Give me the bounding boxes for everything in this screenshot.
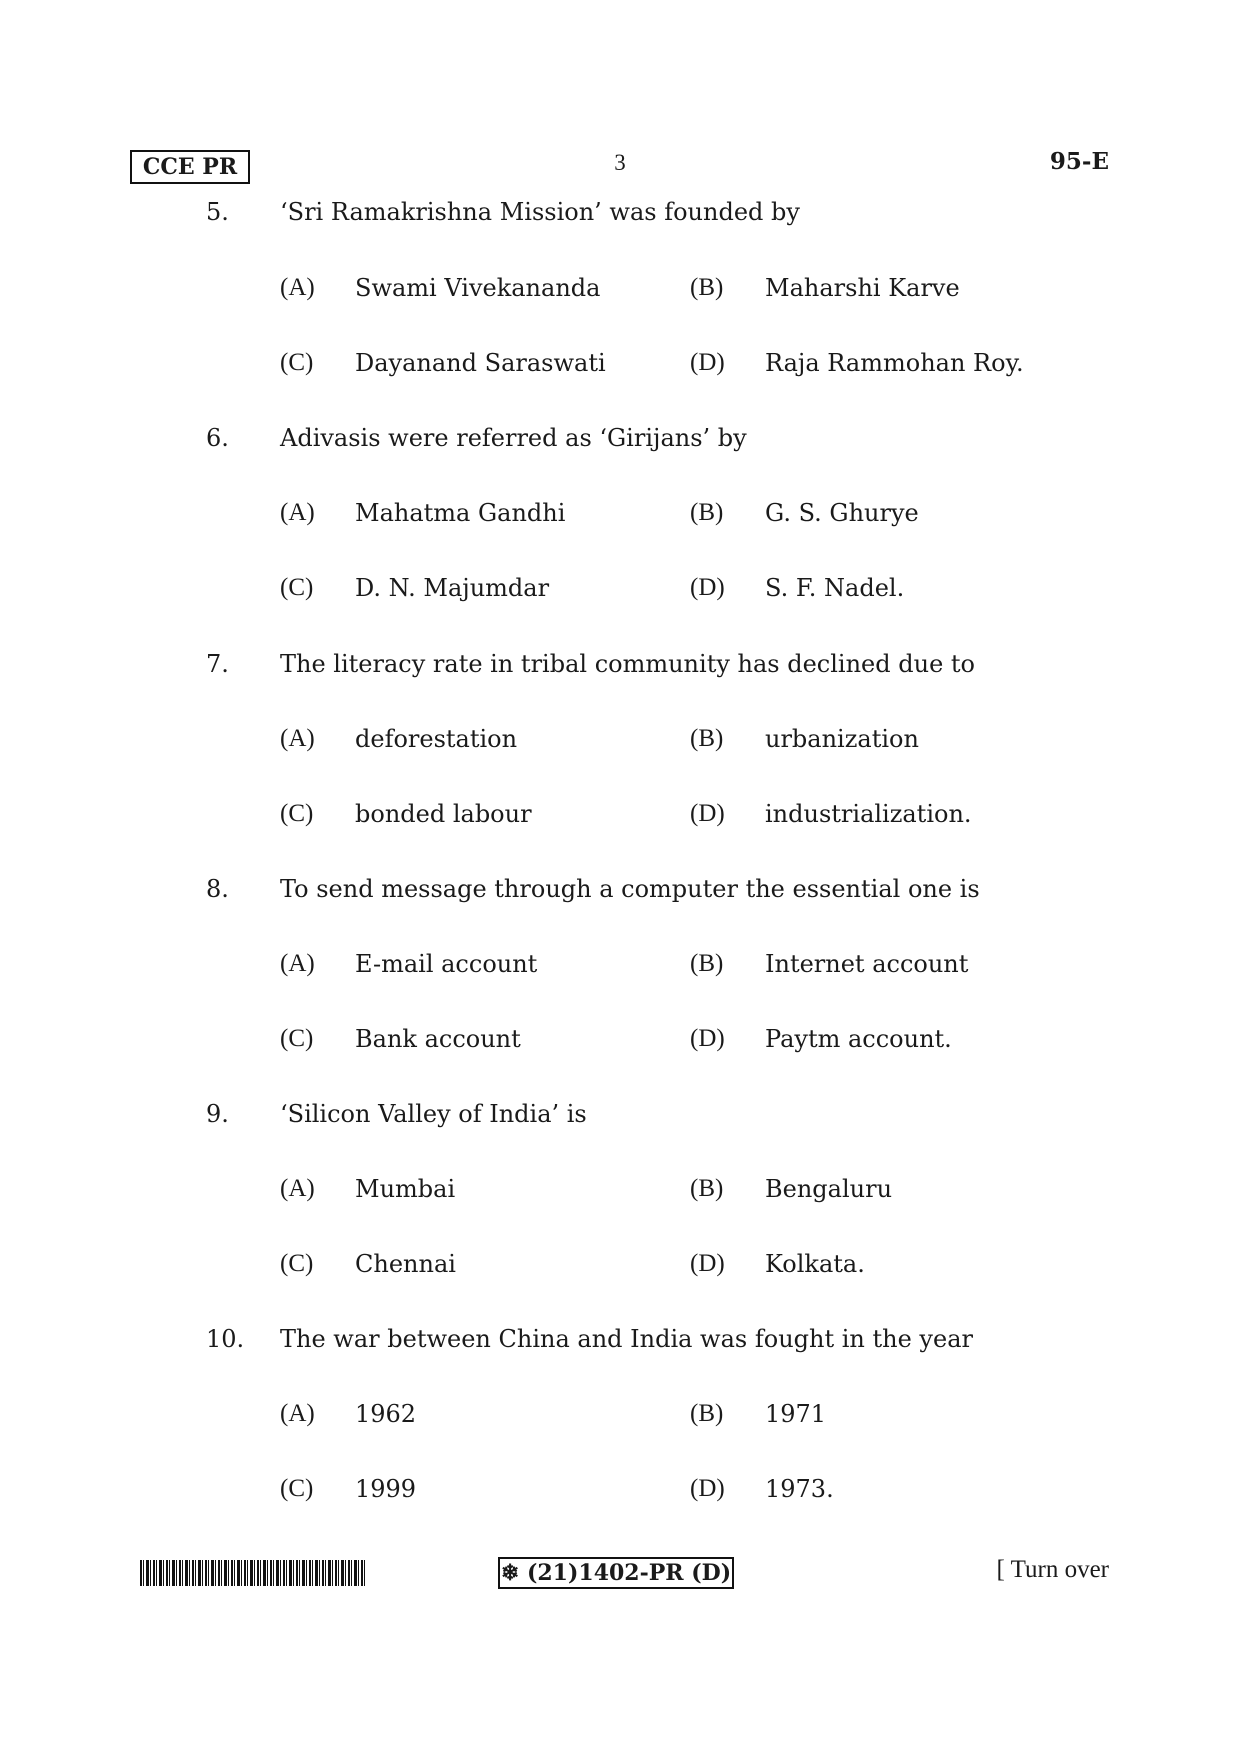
options-row bbox=[0, 1023, 1241, 1063]
question-number: 8. bbox=[206, 875, 229, 903]
question-number: 7. bbox=[206, 650, 229, 678]
option-label: (B) bbox=[690, 950, 724, 977]
question-number: 6. bbox=[206, 424, 229, 452]
option-label: (D) bbox=[690, 574, 725, 601]
options-row bbox=[0, 347, 1241, 387]
question-text: The war between China and India was fought in the year bbox=[280, 1325, 973, 1353]
option-text: urbanization bbox=[765, 725, 919, 753]
question-5 bbox=[0, 196, 1241, 236]
option-text: Internet account bbox=[765, 950, 969, 978]
option-text: 1999 bbox=[355, 1475, 417, 1503]
option-label: (A) bbox=[280, 1175, 315, 1202]
option-label: (C) bbox=[280, 1475, 314, 1502]
option-text: Bank account bbox=[355, 1025, 521, 1053]
question-number: 9. bbox=[206, 1100, 229, 1128]
question-text: ‘Sri Ramakrishna Mission’ was founded by bbox=[280, 198, 800, 226]
page-number: 3 bbox=[614, 150, 626, 175]
option-label: (A) bbox=[280, 1400, 315, 1427]
option-label: (B) bbox=[690, 1175, 724, 1202]
option-label: (D) bbox=[690, 1250, 725, 1277]
option-label: (A) bbox=[280, 274, 315, 301]
option-text: Maharshi Karve bbox=[765, 274, 960, 302]
options-row bbox=[0, 497, 1241, 537]
question-text: Adivasis were referred as ‘Girijans’ by bbox=[280, 424, 747, 452]
barcode bbox=[140, 1560, 365, 1586]
header-box: CCE PR bbox=[130, 150, 250, 184]
option-label: (C) bbox=[280, 349, 314, 376]
option-text: S. F. Nadel. bbox=[765, 574, 905, 602]
options-row bbox=[0, 948, 1241, 988]
option-text: deforestation bbox=[355, 725, 518, 753]
option-text: bonded labour bbox=[355, 800, 532, 828]
option-label: (B) bbox=[690, 1400, 724, 1427]
question-10 bbox=[0, 1323, 1241, 1363]
question-7 bbox=[0, 648, 1241, 688]
option-label: (B) bbox=[690, 274, 724, 301]
options-row bbox=[0, 272, 1241, 312]
option-text: E-mail account bbox=[355, 950, 538, 978]
option-label: (C) bbox=[280, 800, 314, 827]
paper-code: 95-E bbox=[1049, 148, 1109, 175]
option-label: (D) bbox=[690, 1025, 725, 1052]
option-text: G. S. Ghurye bbox=[765, 499, 919, 527]
option-text: Swami Vivekananda bbox=[355, 274, 601, 302]
footer-code: ❄ (21)1402-PR (D) bbox=[498, 1557, 734, 1589]
options-row bbox=[0, 1248, 1241, 1288]
option-text: Mahatma Gandhi bbox=[355, 499, 566, 527]
option-text: Chennai bbox=[355, 1250, 456, 1278]
option-text: Raja Rammohan Roy. bbox=[765, 349, 1024, 377]
question-8 bbox=[0, 873, 1241, 913]
option-text: 1973. bbox=[765, 1475, 834, 1503]
option-label: (A) bbox=[280, 950, 315, 977]
option-label: (C) bbox=[280, 574, 314, 601]
question-text: To send message through a computer the essential one is bbox=[280, 875, 980, 903]
option-label: (C) bbox=[280, 1250, 314, 1277]
option-label: (B) bbox=[690, 725, 724, 752]
options-row bbox=[0, 1398, 1241, 1438]
option-text: 1971 bbox=[765, 1400, 827, 1428]
option-label: (B) bbox=[690, 499, 724, 526]
option-text: Dayanand Saraswati bbox=[355, 349, 606, 377]
option-text: industrialization. bbox=[765, 800, 972, 828]
option-label: (D) bbox=[690, 1475, 725, 1502]
option-label: (D) bbox=[690, 800, 725, 827]
question-6 bbox=[0, 422, 1241, 462]
options-row bbox=[0, 1473, 1241, 1513]
option-label: (A) bbox=[280, 725, 315, 752]
question-number: 5. bbox=[206, 198, 229, 226]
option-text: 1962 bbox=[355, 1400, 417, 1428]
option-label: (D) bbox=[690, 349, 725, 376]
option-text: Bengaluru bbox=[765, 1175, 893, 1203]
option-label: (C) bbox=[280, 1025, 314, 1052]
options-row bbox=[0, 1173, 1241, 1213]
question-text: The literacy rate in tribal community has declined due to bbox=[280, 650, 975, 678]
turn-over-label: [ Turn over bbox=[996, 1556, 1109, 1583]
option-text: Mumbai bbox=[355, 1175, 456, 1203]
options-row bbox=[0, 723, 1241, 763]
question-9 bbox=[0, 1098, 1241, 1138]
option-text: D. N. Majumdar bbox=[355, 574, 550, 602]
options-row bbox=[0, 572, 1241, 612]
option-label: (A) bbox=[280, 499, 315, 526]
options-row bbox=[0, 798, 1241, 838]
option-text: Kolkata. bbox=[765, 1250, 865, 1278]
option-text: Paytm account. bbox=[765, 1025, 952, 1053]
question-text: ‘Silicon Valley of India’ is bbox=[280, 1100, 587, 1128]
question-number: 10. bbox=[206, 1325, 245, 1353]
